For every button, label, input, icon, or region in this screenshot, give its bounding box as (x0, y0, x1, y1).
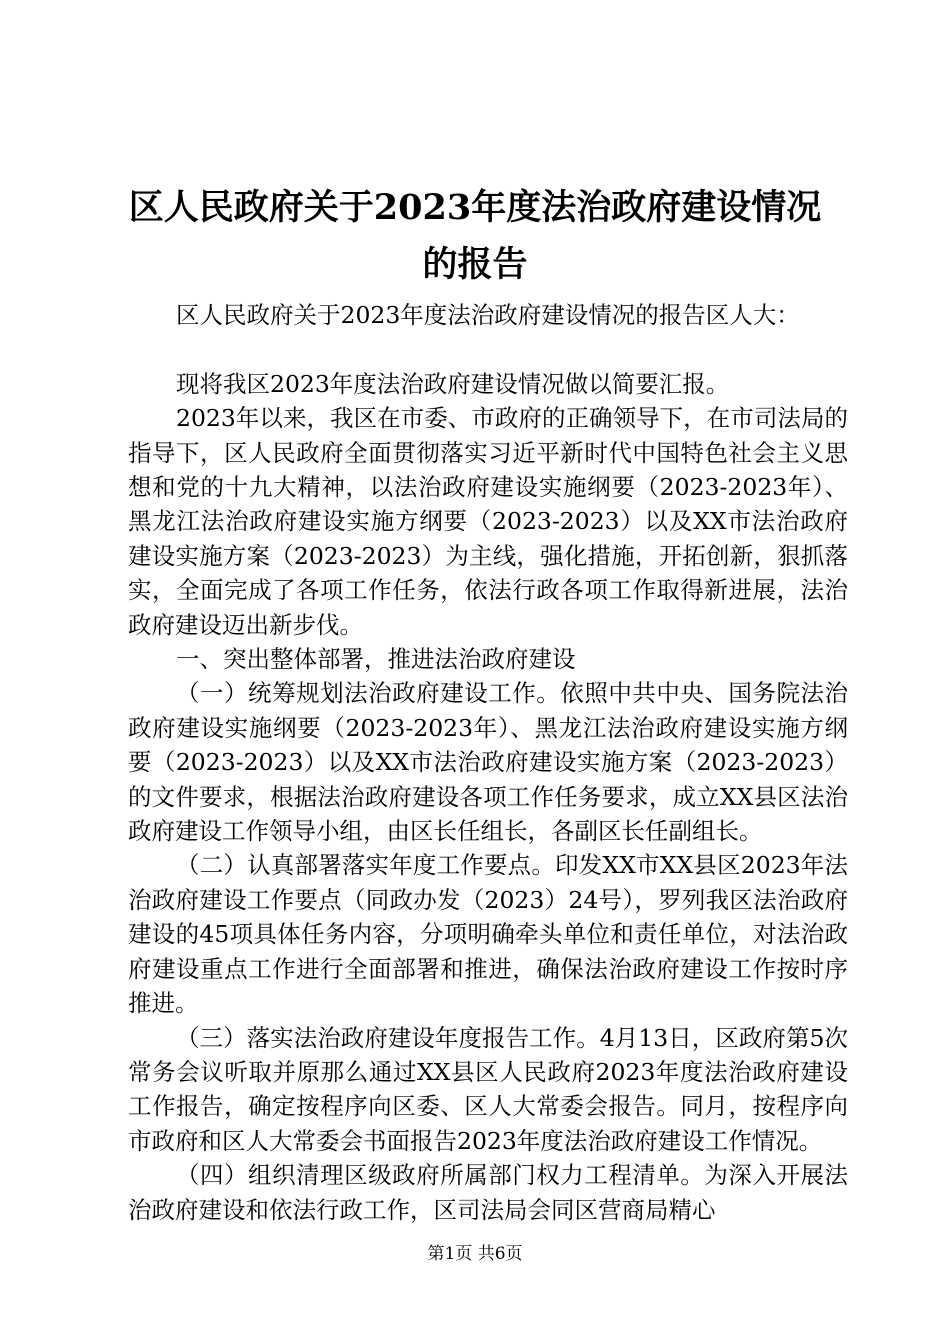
page-footer: 第1页 共6页 (427, 1244, 523, 1264)
body-paragraph: 2023年以来，我区在市委、市政府的正确领导下，在市司法局的指导下，区人民政府全面贯彻落实习近平新时代中国特色社会主义思想和党的十九大精神，以法治政府建设实施纲要（2023-2023年）、黑龙江法治政府建设实施方纲要（2023-2023）以及XX市法治政府建设实施方案（2023-2023）为主线，强化措施，开拓创新，狠抓落实，全面完成了各项工作任务，依法行政各项工作取得新进展，法治政府建设迈出新步伐。 (128, 404, 848, 639)
body-paragraph: 现将我区2023年度法治政府建设情况做以简要汇报。 (176, 369, 730, 398)
document-body (128, 298, 848, 1227)
document-title-line-1: 区人民政府关于2023年度法治政府建设情况 (128, 187, 822, 228)
section-heading: 一、突出整体部署，推进法治政府建设 (176, 645, 576, 674)
body-paragraph: （二）认真部署落实年度工作要点。印发XX市XX县区2023年法治政府建设工作要点（同政办发（2023）24号），罗列我区法治政府建设的45项具体任务内容，分项明确牵头单位和责任单位，对法治政府建设重点工作进行全面部署和推进，确保法治政府建设工作按时序推进。 (128, 851, 848, 1018)
body-paragraph: （三）落实法治政府建设年度报告工作。4月13日，区政府第5次常务会议听取并原那么通过XX县区人民政府2023年度法治政府建设工作报告，确定按程序向区委、区人大常委会报告。同月，按程序向市政府和区人大常委会书面报告2023年度法治政府建设工作情况。 (128, 1023, 848, 1155)
body-paragraph: （四）组织清理区级政府所属部门权力工程清单。为深入开展法治政府建设和依法行政工作，区司法局会同区营商局精心 (128, 1161, 848, 1224)
body-paragraph: （一）统筹规划法治政府建设工作。依照中共中央、国务院法治政府建设实施纲要（2023-2023年）、黑龙江法治政府建设实施方纲要（2023-2023）以及XX市法治政府建设实施方案（2023-2023）的文件要求，根据法治政府建设各项工作任务要求，成立XX县区法治政府建设工作领导小组，由区长任组长，各副区长任副组长。 (128, 679, 848, 846)
salutation-paragraph: 区人民政府关于2023年度法治政府建设情况的报告区人大： (176, 301, 800, 329)
document-title-line-2: 的报告 (422, 244, 528, 285)
paragraph-gap (128, 332, 848, 366)
